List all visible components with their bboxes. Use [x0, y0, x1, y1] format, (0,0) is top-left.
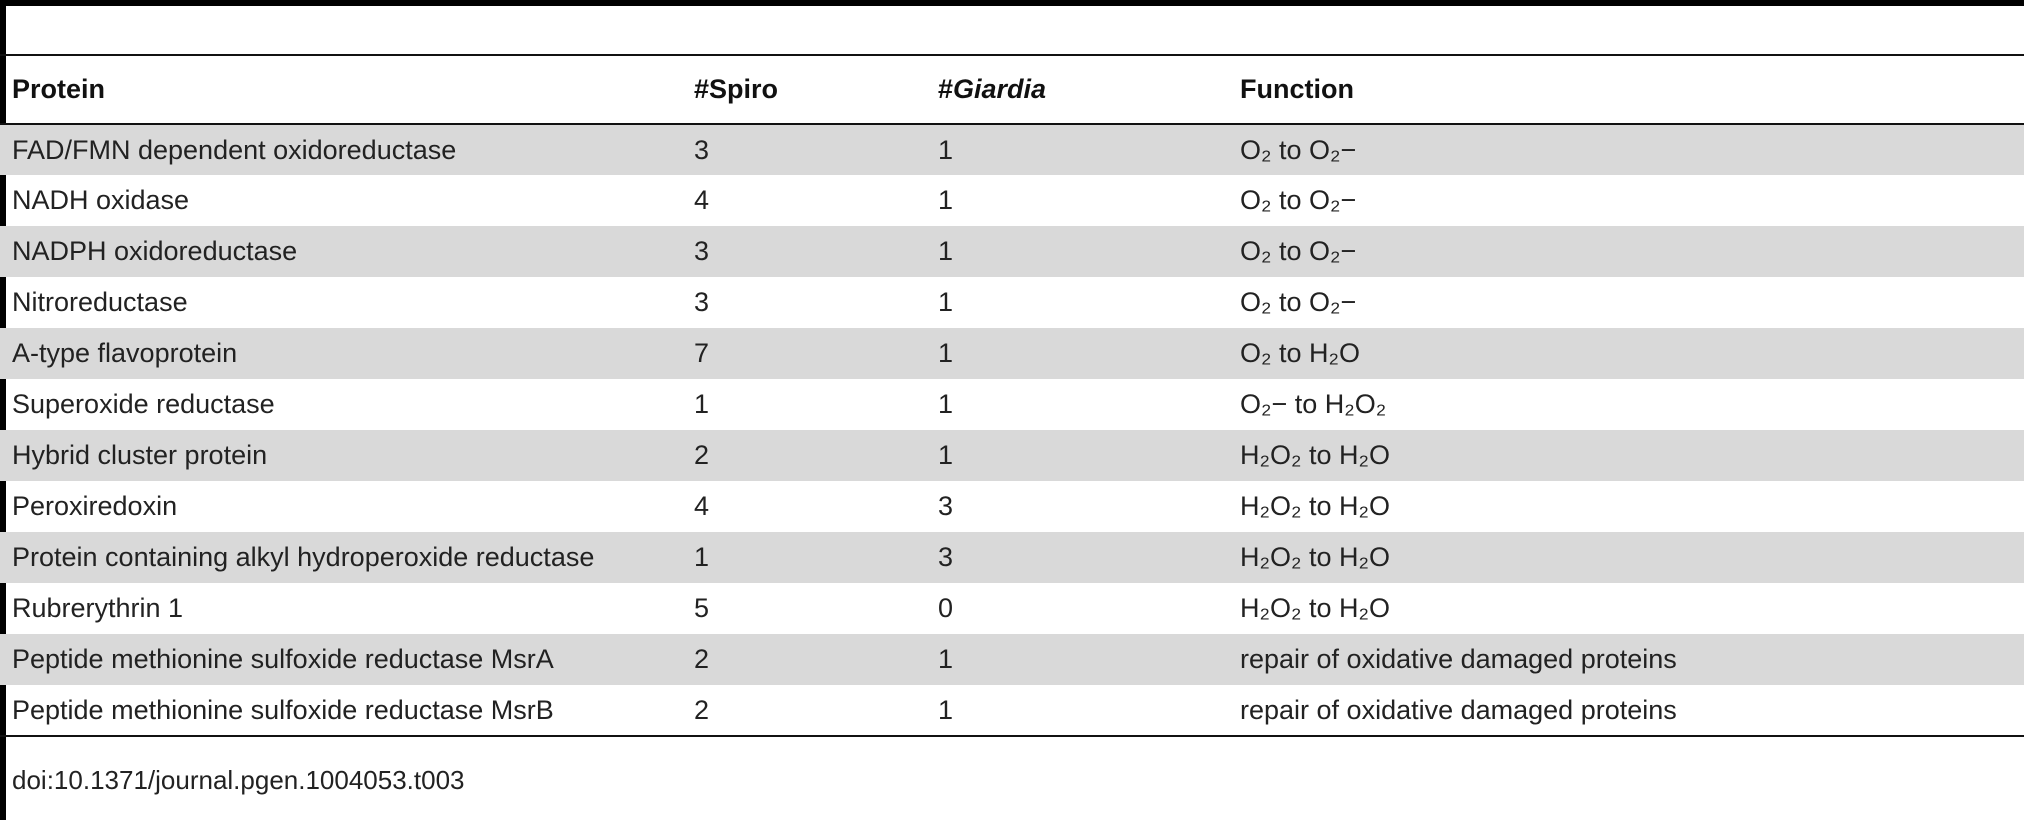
table-header-row — [0, 55, 2024, 124]
cell-function: O₂− to H₂O₂ — [1240, 389, 1387, 419]
cell-giardia: 0 — [938, 593, 954, 623]
cell-protein: Rubrerythrin 1 — [12, 593, 184, 623]
cell-protein: NADH oxidase — [12, 185, 190, 215]
cell-function: O₂ to O₂− — [1240, 185, 1357, 215]
table-row — [0, 634, 2024, 685]
table-row — [0, 430, 2024, 481]
cell-spiro: 3 — [694, 287, 710, 317]
cell-giardia: 1 — [938, 440, 954, 470]
cell-giardia: 1 — [938, 134, 954, 165]
cell-giardia: 1 — [938, 287, 954, 317]
table-row — [0, 685, 2024, 736]
cell-protein: Protein containing alkyl hydroperoxide reductase — [12, 542, 595, 572]
cell-function: repair of oxidative damaged proteins — [1240, 644, 1677, 674]
cell-spiro: 1 — [694, 542, 710, 572]
cell-protein: Hybrid cluster protein — [12, 440, 268, 470]
cell-protein: A-type flavoprotein — [12, 338, 238, 368]
cell-function: O₂ to O₂− — [1240, 236, 1357, 266]
cell-spiro: 5 — [694, 593, 710, 623]
header-giardia-hash: # — [938, 74, 954, 104]
table-row — [0, 532, 2024, 583]
table-row — [0, 175, 2024, 226]
cell-protein: Superoxide reductase — [12, 389, 275, 419]
header-giardia — [938, 55, 1240, 124]
cell-function: O₂ to O₂− — [1240, 134, 1357, 165]
header-function: Function — [1240, 55, 2024, 124]
cell-protein: Peptide methionine sulfoxide reductase MsrA — [12, 644, 554, 674]
header-spiro: #Spiro — [694, 55, 938, 124]
cell-protein: NADPH oxidoreductase — [12, 236, 298, 266]
cell-function: O₂ to H₂O — [1240, 338, 1360, 368]
cell-function: H₂O₂ to H₂O — [1240, 593, 1390, 623]
cell-giardia: 3 — [938, 542, 954, 572]
table-doi-caption: doi:10.1371/journal.pgen.1004053.t003 — [12, 765, 465, 795]
cell-protein: Peptide methionine sulfoxide reductase MsrB — [12, 694, 554, 725]
table-body — [0, 124, 2024, 736]
table-row — [0, 226, 2024, 277]
cell-giardia: 1 — [938, 389, 954, 419]
table-row — [0, 481, 2024, 532]
cell-spiro: 4 — [694, 491, 710, 521]
cell-protein: Nitroreductase — [12, 287, 188, 317]
top-border — [0, 0, 2024, 6]
table-row — [0, 328, 2024, 379]
cell-function: H₂O₂ to H₂O — [1240, 440, 1390, 470]
cell-giardia: 1 — [938, 185, 954, 215]
cell-giardia: 1 — [938, 694, 954, 725]
cell-protein: Peroxiredoxin — [12, 491, 178, 521]
cell-protein: FAD/FMN dependent oxidoreductase — [12, 134, 457, 165]
cell-spiro: 3 — [694, 134, 710, 165]
cell-function: H₂O₂ to H₂O — [1240, 491, 1390, 521]
table-row — [0, 124, 2024, 175]
cell-function: O₂ to O₂− — [1240, 287, 1357, 317]
cell-giardia: 1 — [938, 338, 954, 368]
table-row — [0, 583, 2024, 634]
cell-spiro: 7 — [694, 338, 710, 368]
cell-spiro: 3 — [694, 236, 710, 266]
cell-spiro: 2 — [694, 694, 710, 725]
cell-spiro: 4 — [694, 185, 710, 215]
cell-giardia: 3 — [938, 491, 954, 521]
cell-spiro: 1 — [694, 389, 710, 419]
cell-spiro: 2 — [694, 644, 710, 674]
table-row — [0, 379, 2024, 430]
cell-giardia: 1 — [938, 644, 954, 674]
cell-function: H₂O₂ to H₂O — [1240, 542, 1390, 572]
table-row — [0, 277, 2024, 328]
cell-giardia: 1 — [938, 236, 954, 266]
protein-table — [0, 54, 2024, 737]
cell-spiro: 2 — [694, 440, 710, 470]
header-giardia-name: Giardia — [953, 74, 1047, 104]
cell-function: repair of oxidative damaged proteins — [1240, 694, 1677, 725]
header-protein: Protein — [0, 55, 694, 124]
